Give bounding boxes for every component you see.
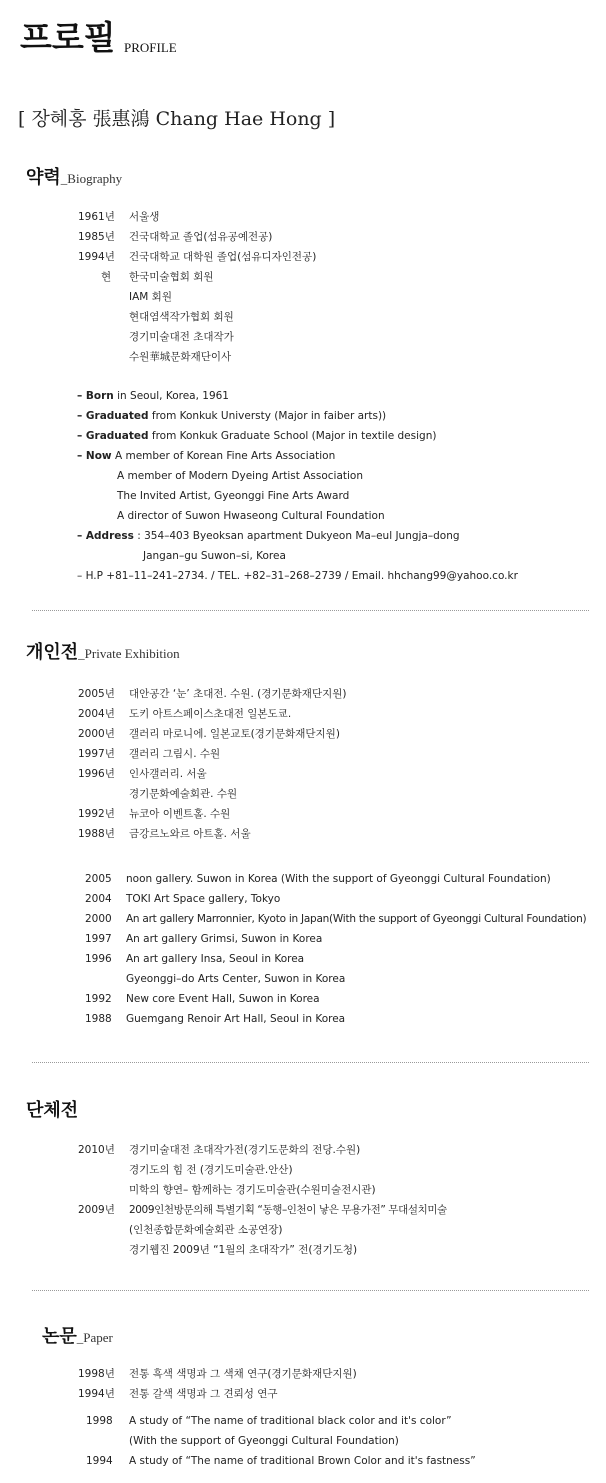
year: 1985년 — [78, 231, 115, 243]
entry-text: 경기도의 힘 전 (경기도미술관.안산) — [129, 1164, 293, 1176]
list-item — [77, 410, 386, 422]
page-title: 프로필 — [20, 18, 116, 57]
entry-text: 인사갤러리. 서울 — [129, 768, 207, 780]
year: 1992년 — [78, 808, 115, 820]
year: 2005년 — [78, 688, 115, 700]
label: – Graduated — [77, 410, 149, 422]
year: 2010년 — [78, 1144, 115, 1156]
list-item — [77, 450, 335, 462]
entry-text: 갤러리 그림시. 수원 — [129, 748, 221, 760]
year: 2004년 — [78, 708, 115, 720]
paper-heading — [42, 1322, 113, 1348]
year: 1988년 — [78, 828, 115, 840]
section-divider — [32, 1062, 589, 1063]
group-exhibition-heading — [26, 1096, 78, 1122]
list-item: The Invited Artist, Gyeonggi Fine Arts Award — [117, 490, 350, 502]
entry-text: 경기문화예술회관. 수원 — [129, 788, 238, 800]
entry-text: 대안공간 ‘눈’ 초대전. 수원. (경기문화재단지원) — [129, 688, 347, 700]
entry-text: TOKI Art Space gallery, Tokyo — [126, 893, 281, 905]
artist-name: [ 장혜홍 張惠鴻 Chang Hae Hong ] — [18, 108, 336, 130]
year: 2000 — [85, 913, 112, 925]
entry-text: noon gallery. Suwon in Korea (With the support of Gyeonggi Cultural Foundation) — [126, 873, 551, 885]
list-item — [77, 430, 436, 442]
list-item: A director of Suwon Hwaseong Cultural Foundation — [117, 510, 385, 522]
entry-text: 미학의 향연– 함께하는 경기도미술관(수원미술전시관) — [129, 1184, 376, 1196]
entry-text: A member of Korean Fine Arts Association — [111, 450, 336, 462]
entry-text: 2009인천방문의해 특별기획 “동행–인천이 낳은 무용가전” 무대설치미술 — [129, 1204, 447, 1216]
entry-text: in Seoul, Korea, 1961 — [113, 390, 229, 402]
paper-heading-ko: 논문 — [42, 1326, 77, 1347]
year: 1961년 — [78, 211, 115, 223]
list-item: Jangan–gu Suwon–si, Korea — [143, 550, 286, 562]
year: 2005 — [85, 873, 112, 885]
list-item: – H.P +81–11–241–2734. / TEL. +82–31–268–2739 / Email. hhchang99@yahoo.co.kr — [77, 570, 518, 582]
year: 1996년 — [78, 768, 115, 780]
entry-text: A study of “The name of traditional Brown Color and it's fastness” — [129, 1455, 476, 1467]
paper-heading-en: _Paper — [76, 1330, 113, 1345]
group-heading-ko: 단체전 — [26, 1100, 79, 1121]
private-heading-en: _Private Exhibition — [78, 646, 180, 661]
entry-text: Gyeonggi–do Arts Center, Suwon in Korea — [126, 973, 346, 985]
year: 현 — [101, 271, 112, 283]
entry-text: : 354–403 Byeoksan apartment Dukyeon Ma–eul Jungja–dong — [133, 530, 460, 542]
year: 2009년 — [78, 1204, 115, 1216]
year: 2000년 — [78, 728, 115, 740]
entry-text: (인천종합문화예술회관 소공연장) — [129, 1224, 283, 1236]
year: 1994년 — [78, 1388, 115, 1400]
entry-text: 경기미술대전 초대작가 — [129, 331, 234, 343]
entry-text: 건국대학교 대학원 졸업(섬유디자인전공) — [129, 251, 317, 263]
list-item: A member of Modern Dyeing Artist Association — [117, 470, 363, 482]
list-item — [77, 390, 229, 402]
private-heading-ko: 개인전 — [26, 642, 79, 663]
year: 1998 — [86, 1415, 113, 1427]
page-title-english: PROFILE — [124, 40, 177, 55]
list-item — [77, 530, 460, 542]
entry-text: 도키 아트스페이스초대전 일본도쿄. — [129, 708, 292, 720]
label: – Graduated — [77, 430, 149, 442]
year: 1988 — [85, 1013, 112, 1025]
biography-heading-ko: 약력 — [26, 167, 61, 188]
year: 1992 — [85, 993, 112, 1005]
entry-text: 서울생 — [129, 211, 160, 223]
section-divider — [32, 610, 589, 611]
entry-text: from Konkuk Graduate School (Major in textile design) — [148, 430, 437, 442]
entry-text: 전통 흑색 색명과 그 색채 연구(경기문화재단지원) — [129, 1368, 357, 1380]
label: – Born — [77, 390, 114, 402]
label: – Now — [77, 450, 112, 462]
year: 1996 — [85, 953, 112, 965]
private-exhibition-heading — [26, 638, 180, 664]
entry-text: 경기웹진 2009년 “1월의 초대작가” 전(경기도청) — [129, 1244, 358, 1256]
entry-text: 현대염색작가협회 회원 — [129, 311, 234, 323]
entry-text: (With the support of Gyeonggi Cultural Foundation) — [129, 1435, 399, 1447]
entry-text: 경기미술대전 초대작가전(경기도문화의 전당.수원) — [129, 1144, 361, 1156]
year: 2004 — [85, 893, 112, 905]
entry-text: from Konkuk Universty (Major in faiber arts)) — [148, 410, 387, 422]
entry-text: New core Event Hall, Suwon in Korea — [126, 993, 320, 1005]
year: 1998년 — [78, 1368, 115, 1380]
year: 1997 — [85, 933, 112, 945]
entry-text: An art gallery Insa, Seoul in Korea — [126, 953, 305, 965]
entry-text: An art gallery Grimsi, Suwon in Korea — [126, 933, 323, 945]
label: – Address — [77, 530, 134, 542]
entry-text: Guemgang Renoir Art Hall, Seoul in Korea — [126, 1013, 346, 1025]
entry-text: An art gallery Marronnier, Kyoto in Japan(With the support of Gyeonggi Cultural Foundation) — [126, 913, 587, 925]
year: 1997년 — [78, 748, 115, 760]
entry-text: A study of “The name of traditional black color and it's color” — [129, 1415, 452, 1427]
entry-text: 갤러리 마로니에. 일본교토(경기문화재단지원) — [129, 728, 340, 740]
entry-text: 건국대학교 졸업(섬유공예전공) — [129, 231, 273, 243]
year: 1994 — [86, 1455, 113, 1467]
entry-text: 뉴코아 이벤트홀. 수원 — [129, 808, 231, 820]
entry-text: 한국미술협회 회원 — [129, 271, 214, 283]
entry-text: 금강르노와르 아트홀. 서울 — [129, 828, 251, 840]
entry-text: 수원華城문화재단이사 — [129, 351, 232, 363]
entry-text: 전통 갈색 색명과 그 견뢰성 연구 — [129, 1388, 278, 1400]
biography-heading — [26, 163, 122, 189]
section-divider — [32, 1290, 589, 1291]
biography-heading-en: _Biography — [60, 171, 123, 186]
year: 1994년 — [78, 251, 115, 263]
entry-text: IAM 회원 — [129, 291, 172, 303]
